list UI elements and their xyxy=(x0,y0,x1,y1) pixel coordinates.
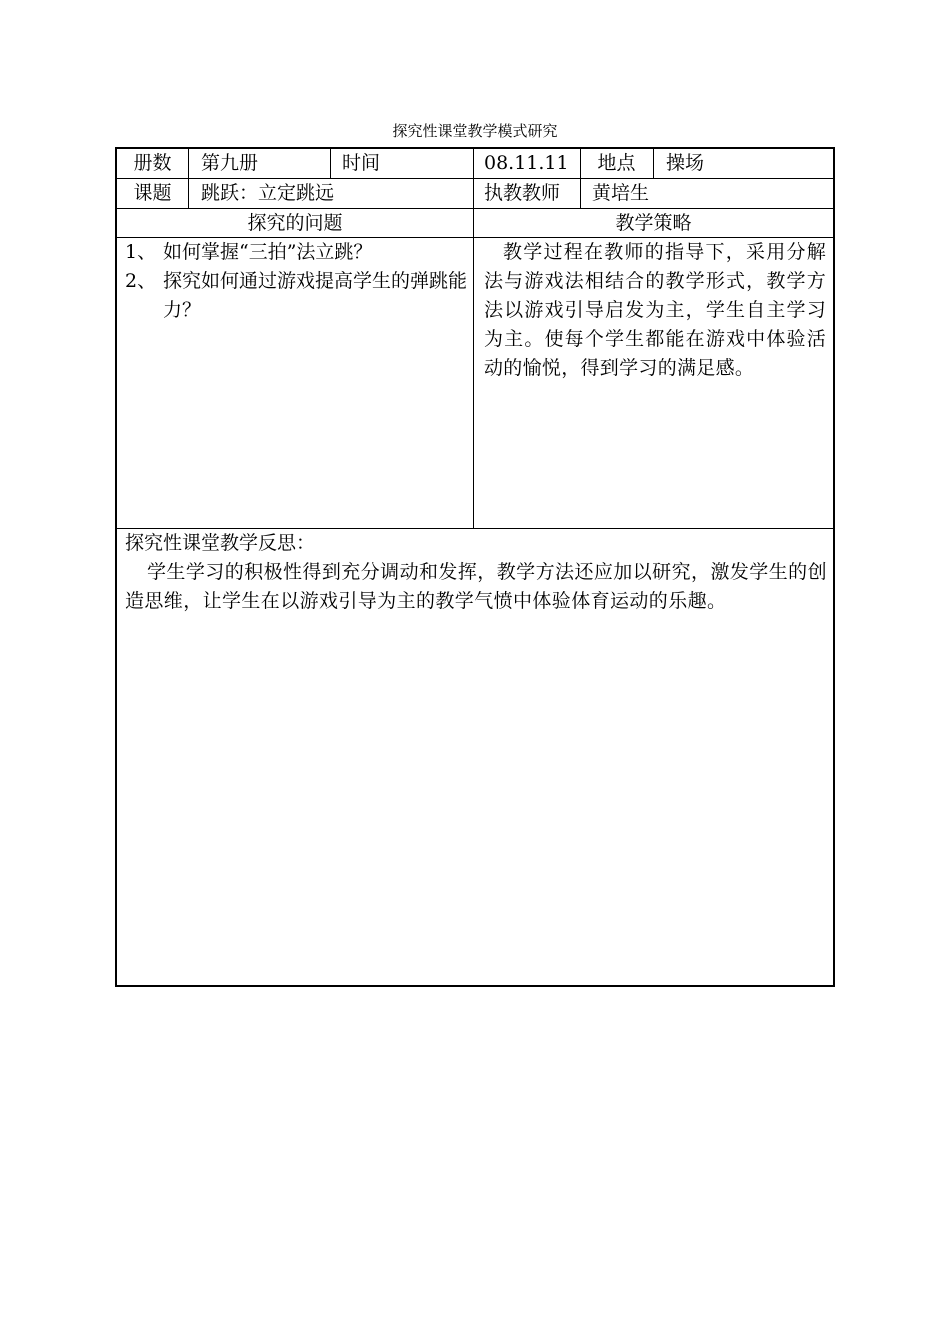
question-item xyxy=(125,238,465,267)
question-item xyxy=(125,267,468,325)
strategy-text: 教学过程在教师的指导下，采用分解法与游戏法相结合的教学形式，教学方法以游戏引导启发为主，学生自主学习为主。使每个学生都能在游戏中体验活动的愉悦，得到学习的满足感。 xyxy=(484,241,826,379)
time-label: 时间 xyxy=(342,152,381,174)
lesson-form-table xyxy=(115,147,835,987)
teacher-label: 执教教师 xyxy=(484,182,561,204)
book-value: 第九册 xyxy=(201,152,259,174)
question-number: 1、 xyxy=(125,241,157,263)
col-divider xyxy=(653,149,654,178)
place-value: 操场 xyxy=(666,152,705,174)
reflection-label: 探究性课堂教学反思： xyxy=(125,532,316,554)
place-label: 地点 xyxy=(597,152,636,174)
teacher-value: 黄培生 xyxy=(592,182,650,204)
questions-header: 探究的问题 xyxy=(247,212,343,234)
question-text: 探究如何通过游戏提高学生的弹跳能力？ xyxy=(163,270,468,321)
time-value: 08.11.11 xyxy=(484,152,569,174)
col-divider xyxy=(473,149,474,528)
topic-label: 课题 xyxy=(133,182,172,204)
topic-value: 跳跃：立定跳远 xyxy=(201,182,335,204)
question-text: 如何掌握“三拍”法立跳？ xyxy=(163,241,373,263)
strategy-header: 教学策略 xyxy=(615,212,692,234)
book-label: 册数 xyxy=(133,152,172,174)
reflection-text: 学生学习的积极性得到充分调动和发挥，教学方法还应加以研究，激发学生的创造思维，让学生在以游戏引导为主的教学气愤中体验体育运动的乐趣。 xyxy=(125,561,827,612)
document-title: 探究性课堂教学模式研究 xyxy=(392,122,558,140)
question-number: 2、 xyxy=(125,270,157,292)
col-divider xyxy=(330,149,331,178)
col-divider xyxy=(188,149,189,208)
